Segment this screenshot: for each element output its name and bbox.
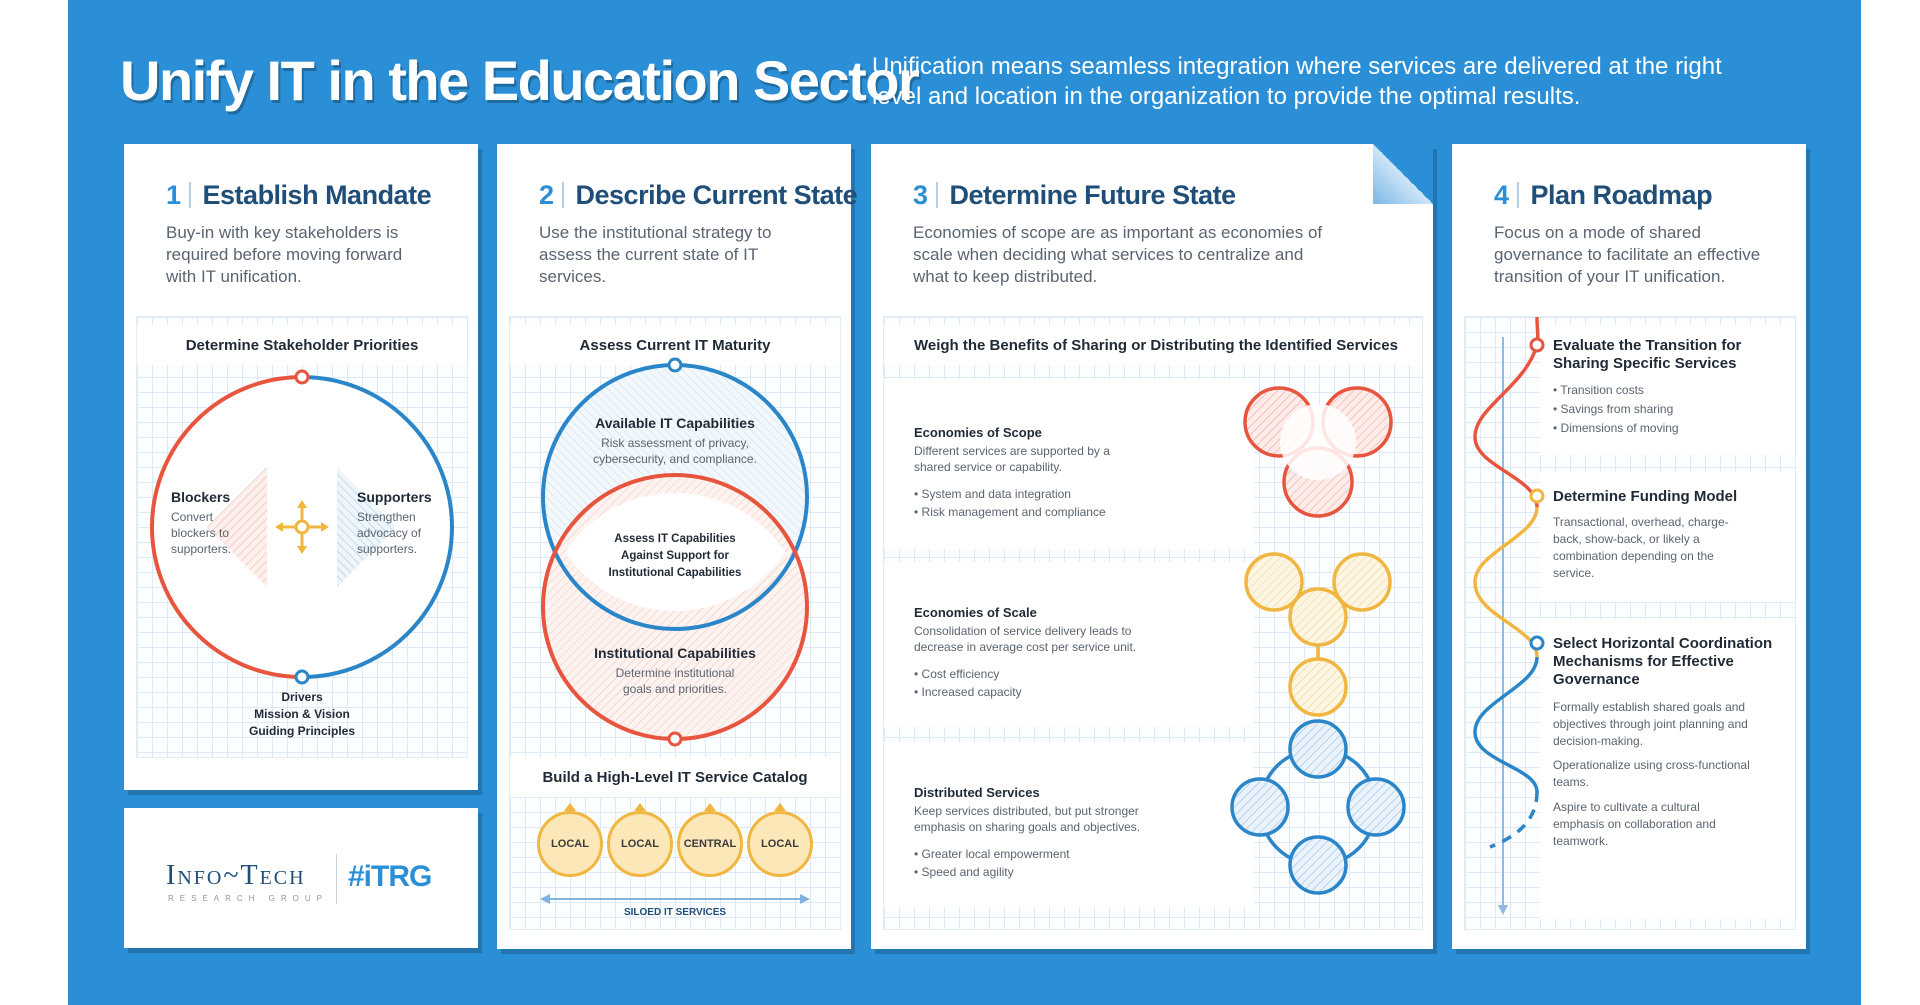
bullet-item: • Transition costs xyxy=(1553,383,1644,397)
infotech-logo-subtitle: RESEARCH GROUP xyxy=(168,894,329,903)
card-plan-roadmap xyxy=(1452,144,1806,949)
infotech-logo: Info~Tech xyxy=(166,860,306,891)
available-capabilities-title: Available IT Capabilities xyxy=(595,415,755,431)
itrg-logo: #iTRG xyxy=(348,860,432,893)
section-number: 2 xyxy=(539,180,554,210)
supporters-text: Strengthen advocacy of supporters. xyxy=(357,510,422,556)
maturity-panel xyxy=(509,316,841,930)
step-evaluate-bullets xyxy=(1553,381,1679,438)
step-coordination-para: Aspire to cultivate a cultural emphasis on collaboration and teamwork. xyxy=(1553,800,1716,848)
catalog-item-central: CENTRAL xyxy=(677,811,743,877)
economies-of-scale-title: Economies of Scale xyxy=(914,605,1037,620)
section-heading xyxy=(166,180,431,211)
divider xyxy=(562,182,564,208)
mission-vision-label: Mission & Vision xyxy=(254,707,350,721)
step-coordination-para: Formally establish shared goals and objectives through joint planning and decision-making. xyxy=(1553,700,1748,748)
available-capabilities-text: Risk assessment of privacy, cybersecurity, and compliance. xyxy=(593,436,757,466)
blockers-text: Convert blockers to supporters. xyxy=(171,510,232,556)
economies-of-scope-text: Different services are supported by a shared service or capability. xyxy=(914,444,1110,474)
section-description: Use the institutional strategy to assess the current state of IT services. xyxy=(539,223,772,286)
distributed-ring-icon xyxy=(1232,721,1404,893)
distributed-services-bullet: • Greater local empowerment xyxy=(914,847,1070,861)
section-title: Determine Future State xyxy=(949,180,1236,210)
catalog-pointer xyxy=(704,803,716,811)
catalog-item-local: LOCAL xyxy=(537,811,603,877)
step-evaluate-title: Evaluate the Transition for Sharing Specific Services xyxy=(1553,337,1742,372)
logo-card xyxy=(124,808,478,948)
catalog-item-local: LOCAL xyxy=(747,811,813,877)
distributed-services-title: Distributed Services xyxy=(914,785,1040,800)
divider xyxy=(936,182,938,208)
section-title: Establish Mandate xyxy=(202,180,432,210)
card-describe-current-state xyxy=(497,144,858,949)
card-establish-mandate xyxy=(124,144,478,790)
logo-divider xyxy=(336,854,337,904)
distributed-services-text: Keep services distributed, but put stronger emphasis on sharing goals and objectives. xyxy=(914,804,1141,834)
overlap-text: Assess IT Capabilities Against Support for Institutional Capabilities xyxy=(608,533,742,579)
section-heading xyxy=(539,180,857,211)
bullet-item: • Savings from sharing xyxy=(1553,402,1674,416)
roadmap-panel xyxy=(1464,316,1796,930)
panel-title: Determine Stakeholder Priorities xyxy=(185,337,419,354)
catalog-pointer xyxy=(564,803,576,811)
section-number: 3 xyxy=(913,180,928,210)
distributed-services-bullet: • Speed and agility xyxy=(914,865,1014,879)
section-heading xyxy=(913,180,1236,211)
card-determine-future-state xyxy=(871,144,1433,949)
page-curl xyxy=(1373,144,1433,204)
section-title: Describe Current State xyxy=(575,180,858,210)
step-coordination-title: Select Horizontal Coordination Mechanisms for Effective Governance xyxy=(1553,635,1773,688)
step-funding-title: Determine Funding Model xyxy=(1553,488,1738,505)
institutional-capabilities-title: Institutional Capabilities xyxy=(594,645,756,661)
section-description: Focus on a mode of shared governance to facilitate an effective transition of your IT unification. xyxy=(1494,223,1761,286)
catalog-item-local: LOCAL xyxy=(607,811,673,877)
section-number: 4 xyxy=(1494,180,1509,210)
supporters-title: Supporters xyxy=(357,489,432,505)
divider xyxy=(1517,182,1519,208)
catalog-pointer xyxy=(634,803,646,811)
panel-title: Assess Current IT Maturity xyxy=(579,337,771,354)
blockers-title: Blockers xyxy=(171,489,231,505)
section-heading xyxy=(1494,180,1712,211)
economies-of-scope-title: Economies of Scope xyxy=(914,425,1042,440)
future-state-panel xyxy=(883,316,1423,930)
economies-of-scale-text: Consolidation of service delivery leads to decrease in average cost per service unit. xyxy=(914,624,1137,654)
drivers-block xyxy=(217,689,387,740)
institutional-capabilities-text: Determine institutional goals and priorities. xyxy=(615,666,735,696)
divider xyxy=(189,182,191,208)
siloed-axis-label: SILOED IT SERVICES xyxy=(623,907,727,918)
page-subtitle: Unification means seamless integration where services are delivered at the right level and location in the organization to provide the optimal results. xyxy=(872,53,1722,110)
section-description: Buy-in with key stakeholders is required before moving forward with IT unification. xyxy=(166,223,403,286)
section-title: Plan Roadmap xyxy=(1530,180,1713,210)
scope-trefoil-icon xyxy=(1245,388,1391,516)
catalog-title: Build a High-Level IT Service Catalog xyxy=(542,769,808,786)
catalog-pointer xyxy=(774,803,786,811)
section-number: 1 xyxy=(166,180,181,210)
scale-hub-icon xyxy=(1246,554,1390,715)
step-coordination-para: Operationalize using cross-functional teams. xyxy=(1553,758,1750,789)
page-title: Unify IT in the Education Sector xyxy=(120,49,919,112)
guiding-principles-label: Guiding Principles xyxy=(248,724,355,738)
economies-of-scope-bullet: • System and data integration xyxy=(914,487,1071,501)
bullet-item: • Dimensions of moving xyxy=(1553,421,1679,435)
section-description: Economies of scope are as important as economies of scale when deciding what services to centralize and what to keep distributed. xyxy=(913,223,1323,286)
economies-of-scope-bullet: • Risk management and compliance xyxy=(914,505,1106,519)
drivers-label: Drivers xyxy=(281,690,323,704)
future-state-icons xyxy=(884,317,1422,929)
economies-of-scale-bullet: • Cost efficiency xyxy=(914,667,1000,681)
step-funding-text: Transactional, overhead, charge-back, show-back, or likely a combination depending on the service. xyxy=(1553,515,1729,580)
economies-of-scale-bullet: • Increased capacity xyxy=(914,685,1022,699)
panel-title: Weigh the Benefits of Sharing or Distributing the Identified Services xyxy=(914,337,1398,354)
stakeholder-panel xyxy=(136,316,468,758)
